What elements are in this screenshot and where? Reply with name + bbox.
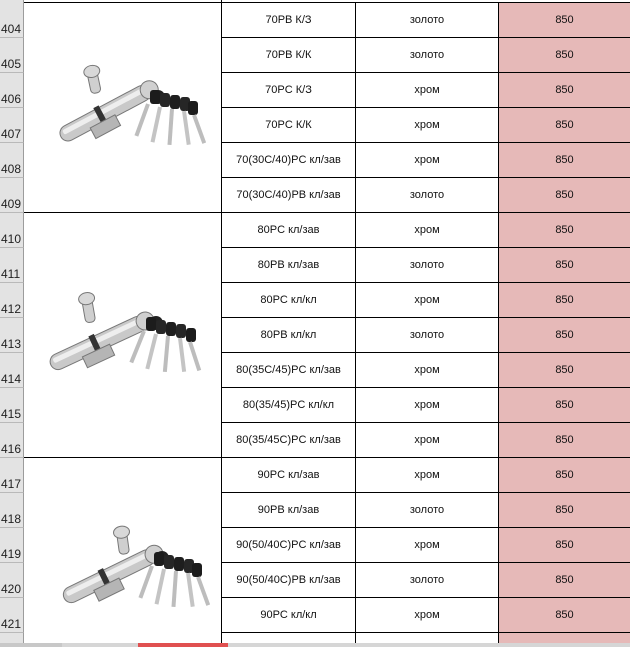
row-header[interactable] (0, 598, 24, 633)
row-number: 413 (1, 337, 22, 351)
price-cell[interactable]: 850 (499, 388, 630, 423)
row-header[interactable] (0, 423, 24, 458)
top-border (24, 0, 630, 3)
model-cell[interactable]: 80(35/45)PC кл/кл (222, 388, 356, 423)
sheet-tab-strip[interactable] (0, 643, 630, 647)
row-number: 416 (1, 442, 22, 456)
color-cell[interactable]: хром (356, 108, 499, 143)
product-image-cell[interactable] (24, 0, 222, 213)
price-cell[interactable]: 850 (499, 108, 630, 143)
row-number: 421 (1, 617, 22, 631)
row-number: 419 (1, 547, 22, 561)
model-cell[interactable]: 80PC кл/зав (222, 213, 356, 248)
price-cell[interactable]: 850 (499, 38, 630, 73)
row-number: 408 (1, 162, 22, 176)
color-cell[interactable]: золото (356, 248, 499, 283)
row-header[interactable] (0, 353, 24, 388)
model-cell[interactable]: 80(35/45С)PC кл/зав (222, 423, 356, 458)
row-header[interactable] (0, 528, 24, 563)
row-header[interactable] (0, 563, 24, 598)
color-cell[interactable]: золото (356, 563, 499, 598)
row-header[interactable] (0, 38, 24, 73)
row-number: 418 (1, 512, 22, 526)
color-cell[interactable]: золото (356, 318, 499, 353)
model-cell[interactable]: 90PB кл/зав (222, 493, 356, 528)
color-cell[interactable]: золото (356, 178, 499, 213)
row-number: 412 (1, 302, 22, 316)
color-cell[interactable]: золото (356, 3, 499, 38)
price-cell[interactable]: 850 (499, 248, 630, 283)
color-cell[interactable]: хром (356, 388, 499, 423)
row-number: 410 (1, 232, 22, 246)
color-cell[interactable]: золото (356, 38, 499, 73)
row-header[interactable] (0, 318, 24, 353)
row-header[interactable] (0, 178, 24, 213)
model-cell[interactable]: 70PB К/З (222, 3, 356, 38)
row-header[interactable] (0, 0, 24, 38)
lock-cylinder-image (50, 518, 210, 618)
price-cell[interactable]: 850 (499, 143, 630, 178)
model-cell[interactable]: 70PC К/З (222, 73, 356, 108)
product-image-cell[interactable] (24, 458, 222, 647)
lock-cylinder-image (38, 283, 208, 383)
row-header[interactable] (0, 283, 24, 318)
row-number: 417 (1, 477, 22, 491)
price-cell[interactable]: 850 (499, 563, 630, 598)
price-cell[interactable]: 850 (499, 598, 630, 633)
color-cell[interactable]: хром (356, 143, 499, 178)
row-header[interactable] (0, 248, 24, 283)
sheet-tab-active[interactable] (138, 643, 228, 647)
row-header[interactable] (0, 213, 24, 248)
row-header[interactable] (0, 108, 24, 143)
price-cell[interactable]: 850 (499, 353, 630, 388)
model-cell[interactable]: 80PB кл/кл (222, 318, 356, 353)
sheet-tab[interactable] (0, 643, 62, 647)
color-cell[interactable]: хром (356, 598, 499, 633)
model-cell[interactable]: 90(50/40С)PB кл/зав (222, 563, 356, 598)
price-cell[interactable]: 850 (499, 458, 630, 493)
row-number: 415 (1, 407, 22, 421)
row-header[interactable] (0, 73, 24, 108)
color-cell[interactable]: золото (356, 493, 499, 528)
row-number: 406 (1, 92, 22, 106)
price-cell[interactable]: 850 (499, 283, 630, 318)
model-cell[interactable]: 70(30С/40)PC кл/зав (222, 143, 356, 178)
model-cell[interactable]: 90PC кл/кл (222, 598, 356, 633)
color-cell[interactable]: хром (356, 283, 499, 318)
model-cell[interactable]: 90PC кл/зав (222, 458, 356, 493)
color-cell[interactable]: хром (356, 213, 499, 248)
price-cell[interactable]: 850 (499, 3, 630, 38)
product-image-cell[interactable] (24, 213, 222, 458)
price-cell[interactable]: 850 (499, 178, 630, 213)
lock-cylinder-image (46, 55, 206, 155)
color-cell[interactable]: хром (356, 423, 499, 458)
model-cell[interactable]: 70(30С/40)PB кл/зав (222, 178, 356, 213)
model-cell[interactable]: 70PC К/К (222, 108, 356, 143)
price-cell[interactable]: 850 (499, 493, 630, 528)
row-number: 409 (1, 197, 22, 211)
price-cell[interactable]: 850 (499, 528, 630, 563)
row-number: 411 (1, 267, 21, 281)
row-number: 404 (1, 22, 22, 36)
model-cell[interactable]: 80(35С/45)PC кл/зав (222, 353, 356, 388)
model-cell[interactable]: 80PB кл/зав (222, 248, 356, 283)
row-header[interactable] (0, 458, 24, 493)
model-cell[interactable]: 80PC кл/кл (222, 283, 356, 318)
price-cell[interactable]: 850 (499, 318, 630, 353)
row-number: 414 (1, 372, 22, 386)
color-cell[interactable]: хром (356, 458, 499, 493)
model-cell[interactable]: 70PB К/К (222, 38, 356, 73)
color-cell[interactable]: хром (356, 528, 499, 563)
row-header[interactable] (0, 493, 24, 528)
model-cell[interactable]: 90(50/40С)PC кл/зав (222, 528, 356, 563)
row-number: 407 (1, 127, 22, 141)
row-header[interactable] (0, 143, 24, 178)
price-cell[interactable]: 850 (499, 73, 630, 108)
row-header[interactable] (0, 388, 24, 423)
color-cell[interactable]: хром (356, 353, 499, 388)
color-cell[interactable]: хром (356, 73, 499, 108)
price-cell[interactable]: 850 (499, 423, 630, 458)
row-number: 420 (1, 582, 22, 596)
row-number: 405 (1, 57, 22, 71)
price-cell[interactable]: 850 (499, 213, 630, 248)
